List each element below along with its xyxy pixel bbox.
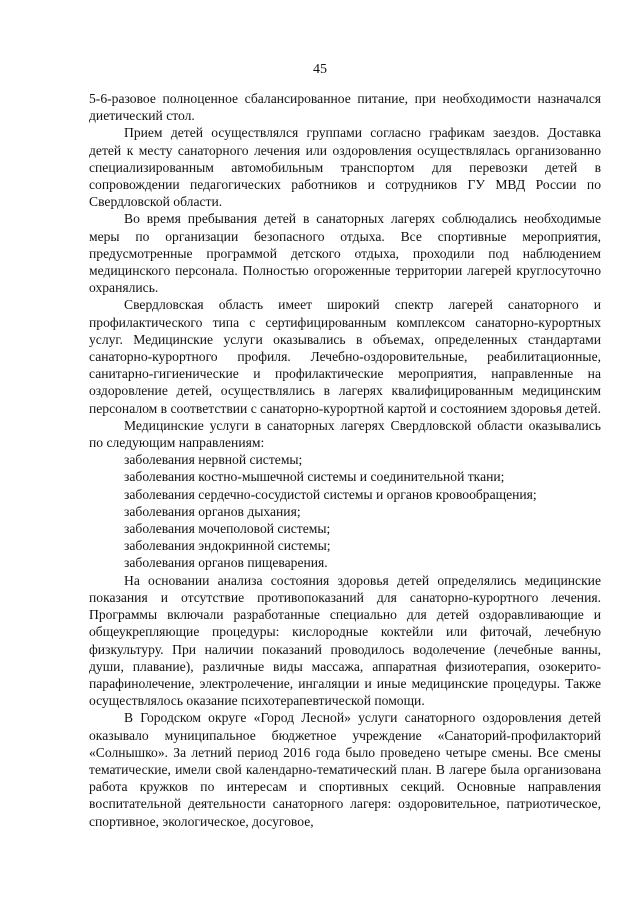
paragraph: В Городском округе «Город Лесной» услуги санаторного оздоровления детей оказывало муниципальное бюджетное учреждение «Санаторий-профилакторий «Солнышко». За летний период 2016 года было проведено четыре смены. Все смены тематические, имели свой календарно-тематический план. В лагере была организована работа кружков по интересам и спортивных секций. Основные направления воспитательной деятельности санаторного лагеря: оздоровительное, патриотическое, спортивное, экологическое, досуговое, — [89, 710, 601, 829]
paragraph: Прием детей осуществлялся группами согласно графикам заездов. Доставка детей к месту санаторного лечения или оздоровления осуществлялась организованно специализированным автомобильным транспортом для перевозки детей в сопровождении педагогических работников и сотрудников ГУ МВД России по Свердловской области. — [89, 125, 601, 210]
paragraph: Медицинские услуги в санаторных лагерях Свердловской области оказывались по следующим направлениям: — [89, 417, 601, 451]
list-item: заболевания органов дыхания; — [124, 503, 301, 519]
list-item: заболевания органов пищеварения. — [124, 555, 328, 571]
list-item: заболевания эндокринной системы; — [124, 538, 331, 554]
paragraph: 5-6-разовое полноценное сбалансированное питание, при необходимости назначался диетический стол. — [89, 91, 601, 124]
list-item: заболевания костно-мышечной системы и соединительной ткани; — [124, 469, 505, 485]
page-number: 45 — [313, 62, 327, 77]
list-item: заболевания мочеполовой системы; — [124, 521, 331, 537]
list-item: заболевания нервной системы; — [124, 452, 303, 468]
page-content — [89, 90, 601, 830]
paragraph: Свердловская область имеет широкий спектр лагерей санаторного и профилактического типа с сертифицированным комплексом санаторно-курортных услуг. Медицинские услуги оказывались в объемах, определенных стандартами санаторно-курортного профиля. Лечебно-оздоровительные, реабилитационные, санитарно-гигиенические и профилактические мероприятия, направленные на оздоровление детей, осуществлялись в лагерях квалифицированным медицинским персоналом в соответствии с санаторно-курортной картой и состоянием здоровья детей. — [89, 297, 601, 416]
paragraphs-before-list — [89, 90, 601, 451]
list-item: заболевания сердечно-сосудистой системы и органов кровообращения; — [124, 486, 537, 502]
medical-directions-list — [89, 451, 601, 571]
paragraph: На основании анализа состояния здоровья детей определялись медицинские показания и отсутствие противопоказаний для санаторно-курортного лечения. Программы включали разработанные специально для детей оздоравливающие и общеукрепляющие процедуры: кислородные коктейли или фиточай, лечебную физкультуру. При наличии показаний проводилось водолечение (лечебные ванны, души, плавание), различные виды массажа, аппаратная физиотерапия, озокерито-парафинолечение, электролечение, ингаляции и иные медицинские процедуры. Также осуществлялось оказание психотерапевтической помощи. — [89, 572, 601, 709]
paragraphs-after-list — [89, 572, 601, 830]
paragraph: Во время пребывания детей в санаторных лагерях соблюдались необходимые меры по организации безопасного отдыха. Все спортивные мероприятия, предусмотренные программой детского отдыха, проходили под наблюдением медицинского персонала. Полностью огороженные территории лагерей круглосуточно охранялись. — [89, 211, 601, 296]
